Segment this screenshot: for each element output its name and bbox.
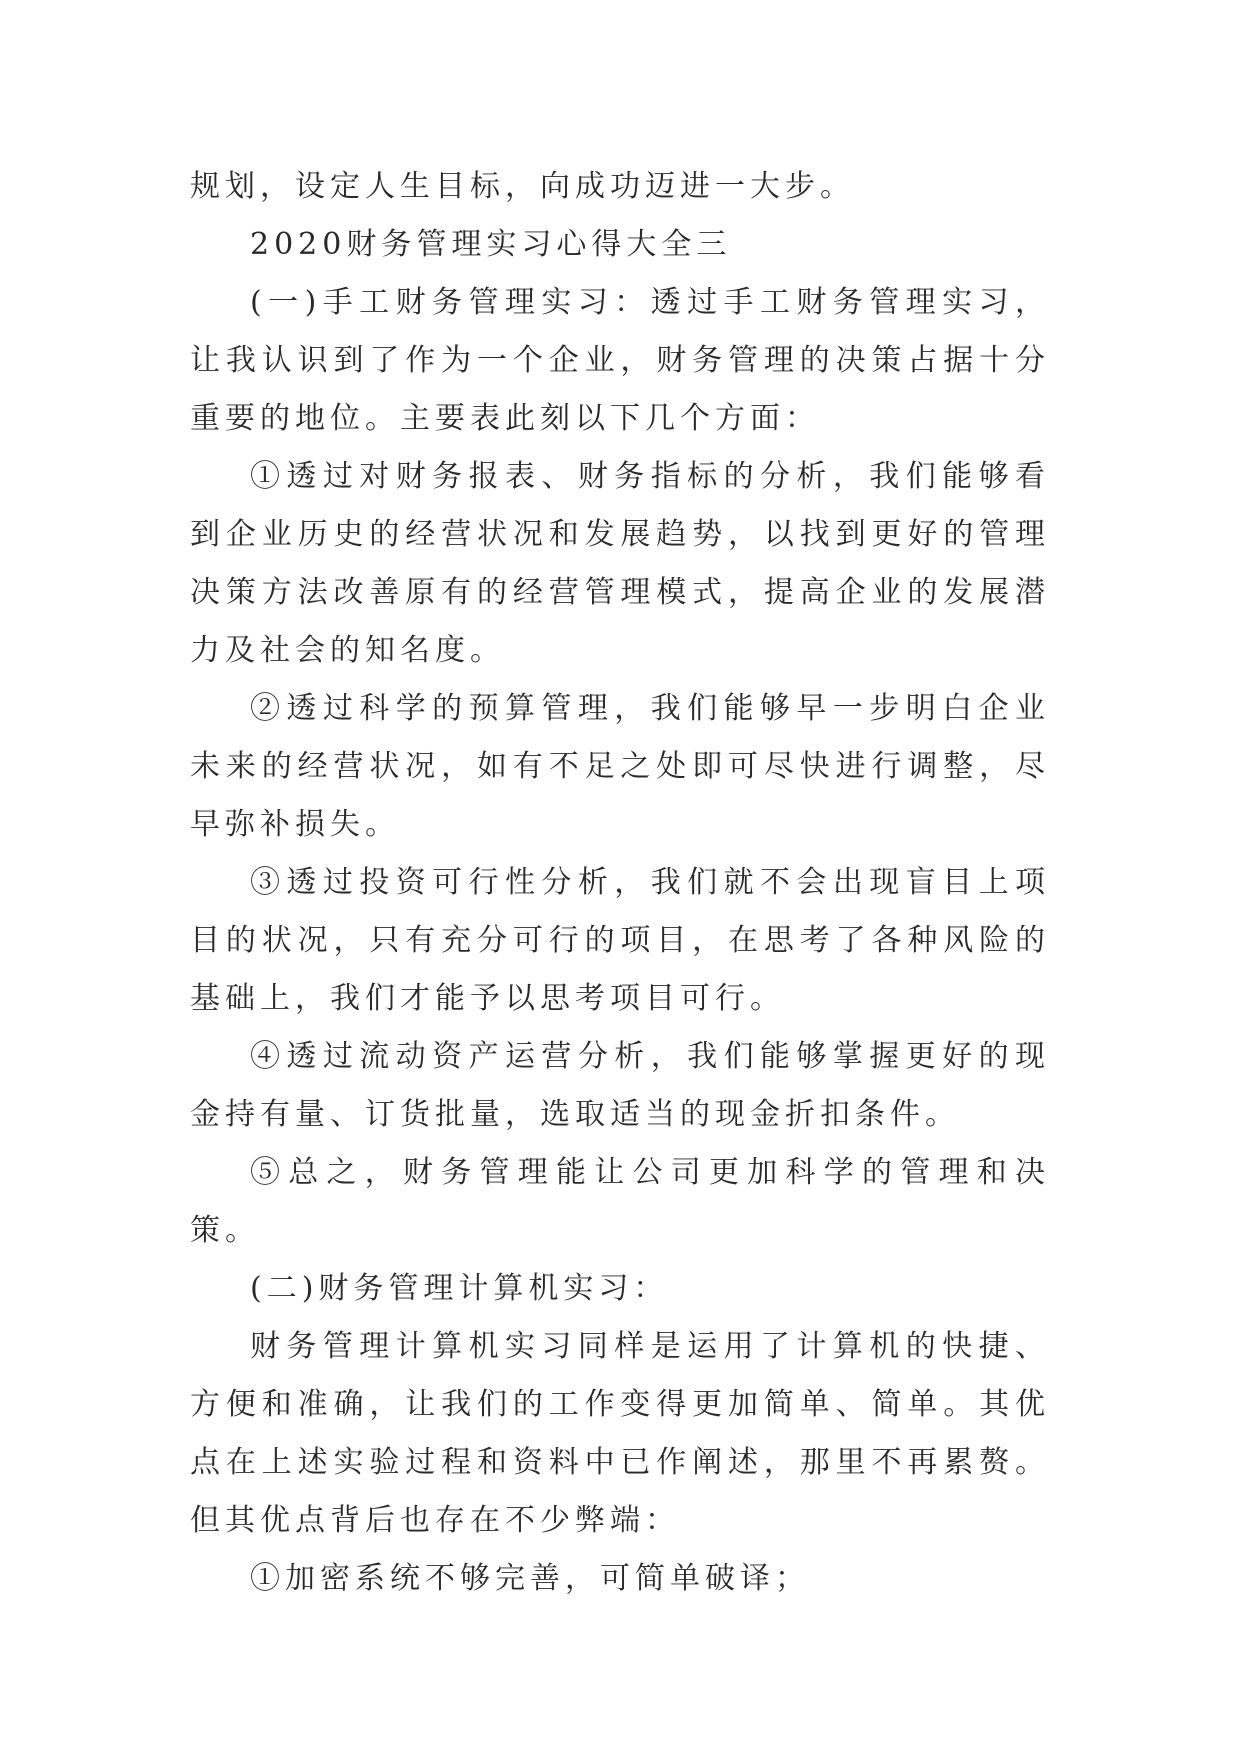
list-item-3: ③透过投资可行性分析，我们就不会出现盲目上项目的状况，只有充分可行的项目，在思考了各种风险的基础上，我们才能予以思考项目可行。 xyxy=(190,865,1050,1016)
paragraph-computer-practice: 财务管理计算机实习同样是运用了计算机的快捷、方便和准确，让我们的工作变得更加简单、简单。其优点在上述实验过程和资料中已作阐述，那里不再累赘。但其优点背后也存在不少弊端： xyxy=(190,1329,1050,1538)
list-item-drawback-1: ①加密系统不够完善，可简单破译； xyxy=(250,1561,810,1596)
list-item-1: ①透过对财务报表、财务指标的分析，我们能够看到企业历史的经营状况和发展趋势，以找到更好的管理决策方法改善原有的经营管理模式，提高企业的发展潜力及社会的知名度。 xyxy=(190,459,1050,668)
section-heading: 2020财务管理实习心得大全三 xyxy=(250,227,732,262)
paragraph-continuation: 规划，设定人生目标，向成功迈进一大步。 xyxy=(190,169,855,204)
document-body xyxy=(190,158,1050,1608)
list-item-4: ④透过流动资产运营分析，我们能够掌握更好的现金持有量、订货批量，选取适当的现金折扣条件。 xyxy=(190,1039,1050,1132)
paragraph-manual-practice: (一)手工财务管理实习：透过手工财务管理实习，让我认识到了作为一个企业，财务管理的决策占据十分重要的地位。主要表此刻以下几个方面： xyxy=(190,285,1050,436)
list-item-5: ⑤总之，财务管理能让公司更加科学的管理和决策。 xyxy=(190,1155,1050,1248)
subsection-heading: (二)财务管理计算机实习： xyxy=(250,1271,669,1306)
list-item-2: ②透过科学的预算管理，我们能够早一步明白企业未来的经营状况，如有不足之处即可尽快进行调整，尽早弥补损失。 xyxy=(190,691,1050,842)
